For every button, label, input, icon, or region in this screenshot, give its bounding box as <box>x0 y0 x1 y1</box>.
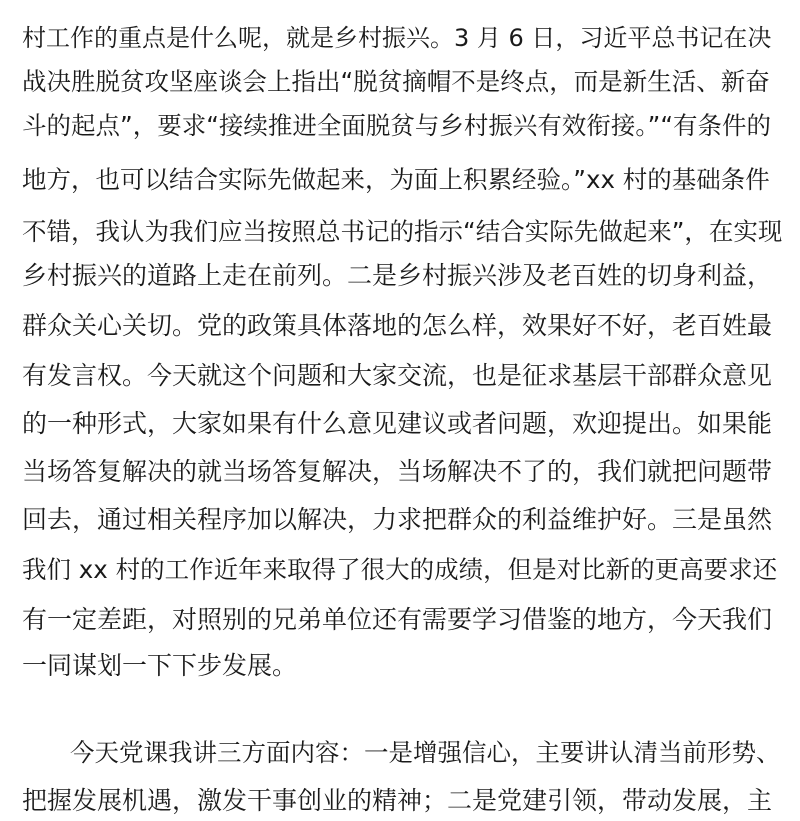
paragraph-line: 不错，我认为我们应当按照总书记的指示“结合实际先做起来”，在实现 <box>22 217 783 246</box>
paragraph-line: 有发言权。今天就这个问题和大家交流，也是征求基层干部群众意见 <box>22 361 773 390</box>
paragraph-line: 把握发展机遇，激发干事创业的精神；二是党建引领，带动发展，主 <box>22 786 773 815</box>
paragraph-line: 战决胜脱贫攻坚座谈会上指出“脱贫摘帽不是终点，而是新生活、新奋 <box>22 67 770 96</box>
paragraph-line: 今天党课我讲三方面内容：一是增强信心，主要讲认清当前形势、 <box>70 738 781 767</box>
paragraph-line: 我们 xx 村的工作近年来取得了很大的成绩，但是对比新的更高要求还 <box>22 555 778 584</box>
paragraph-line: 村工作的重点是什么呢，就是乡村振兴。3 月 6 日，习近平总书记在决 <box>22 24 772 52</box>
paragraph-line: 回去，通过相关程序加以解决，力求把群众的利益维护好。三是虽然 <box>22 505 773 534</box>
paragraph-line: 乡村振兴的道路上走在前列。二是乡村振兴涉及老百姓的切身利益， <box>22 261 773 290</box>
paragraph-line: 地方，也可以结合实际先做起来，为面上积累经验。”xx 村的基础条件 <box>22 165 770 194</box>
paragraph-line: 当场答复解决的就当场答复解决，当场解决不了的，我们就把问题带 <box>22 457 773 486</box>
paragraph-line: 的一种形式，大家如果有什么意见建议或者问题，欢迎提出。如果能 <box>22 409 773 438</box>
paragraph-line: 群众关心关切。党的政策具体落地的怎么样，效果好不好，老百姓最 <box>22 311 773 340</box>
paragraph-line: 斗的起点”，要求“接续推进全面脱贫与乡村振兴有效衔接。”“有条件的 <box>22 111 772 140</box>
paragraph-line: 一同谋划一下下步发展。 <box>22 651 298 680</box>
paragraph-line: 有一定差距，对照别的兄弟单位还有需要学习借鉴的地方，今天我们 <box>22 605 773 634</box>
